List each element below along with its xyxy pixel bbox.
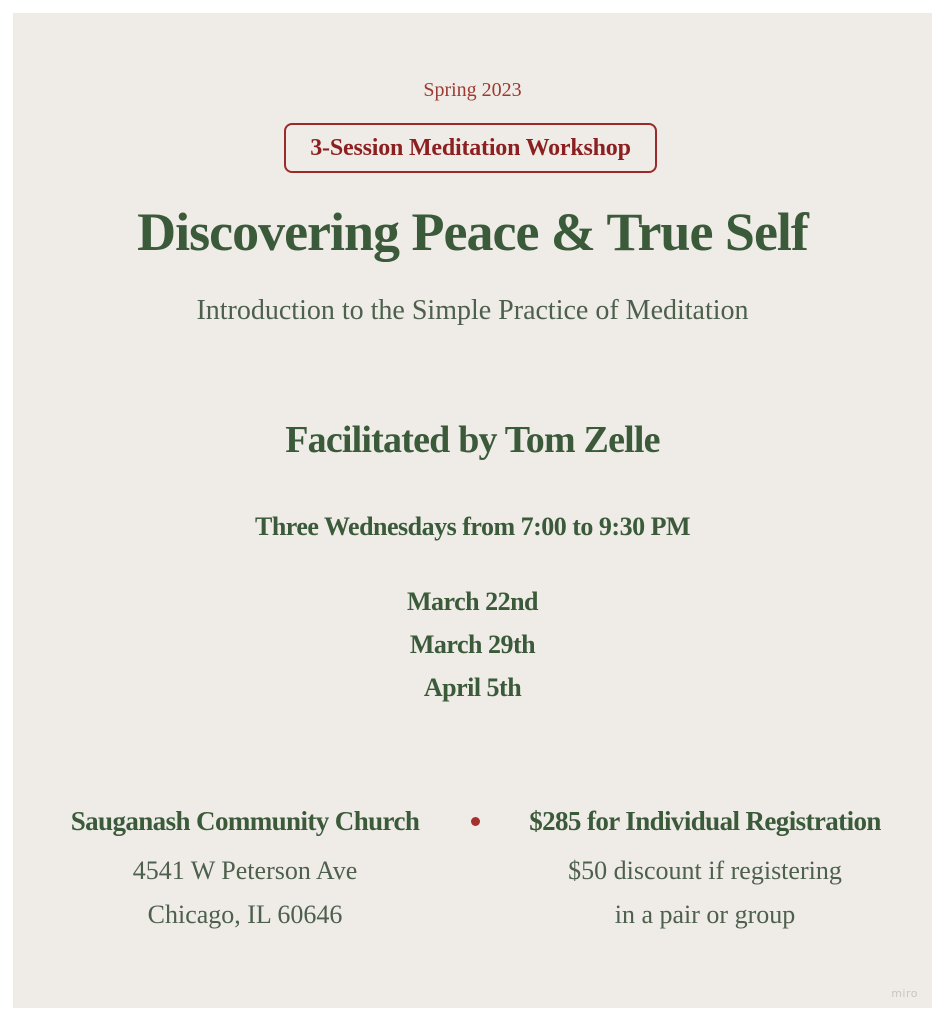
pricing-block [497, 803, 913, 937]
venue-address-line: 4541 W Peterson Ave [132, 856, 358, 885]
venue-block [46, 803, 444, 937]
venue-name: Sauganash Community Church [70, 806, 420, 836]
schedule-line: Three Wednesdays from 7:00 to 9:30 PM [254, 512, 691, 541]
venue-address-line: Chicago, IL 60646 [147, 900, 343, 929]
discount-line: $50 discount if registering [568, 856, 842, 885]
season-label: Spring 2023 [423, 79, 522, 101]
workshop-badge-label: 3-Session Meditation Workshop [310, 134, 631, 161]
workshop-badge [284, 123, 657, 173]
page-title: Discovering Peace & True Self [137, 202, 808, 262]
miro-watermark: miro [891, 987, 918, 1000]
session-date: April 5th [423, 673, 522, 702]
session-date: March 22nd [406, 587, 539, 616]
session-dates [13, 580, 932, 709]
bullet-separator [471, 817, 480, 826]
price-headline: $285 for Individual Registration [529, 806, 881, 836]
page-subtitle: Introduction to the Simple Practice of Meditation [196, 295, 749, 326]
session-date: March 29th [409, 630, 536, 659]
facilitator-line: Facilitated by Tom Zelle [285, 419, 660, 461]
discount-line: in a pair or group [614, 900, 796, 929]
flyer-card [13, 13, 932, 1008]
